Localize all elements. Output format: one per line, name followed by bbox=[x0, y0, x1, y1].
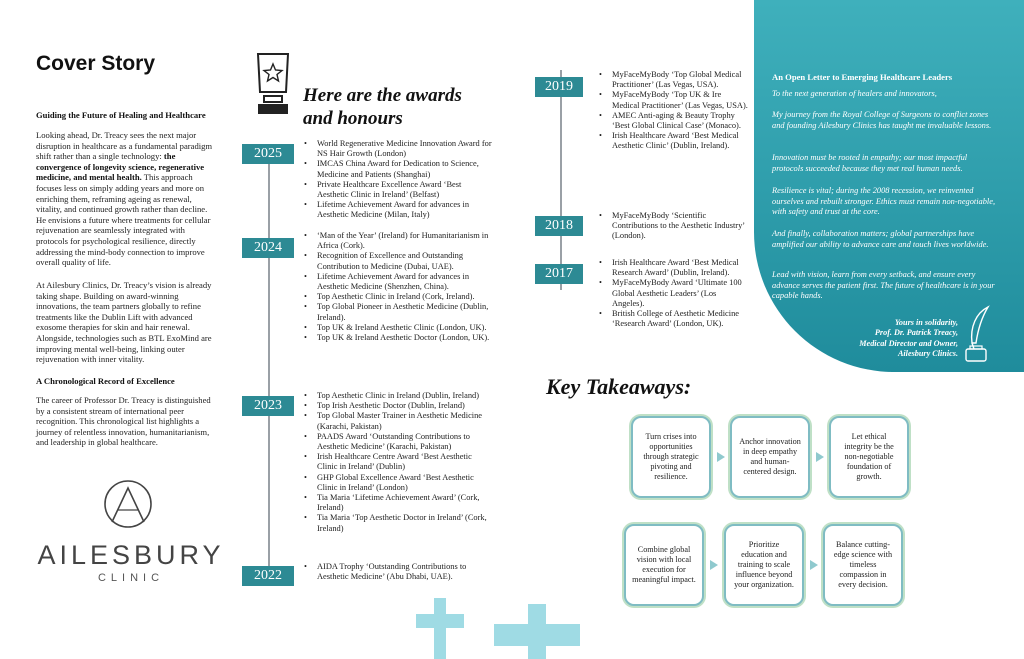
medical-cross-bar bbox=[494, 624, 580, 646]
award-list-2025 bbox=[303, 139, 493, 221]
award-item: • Top Global Master Trainer in Aesthetic Medicine (Karachi, Pakistan) bbox=[303, 411, 493, 431]
section-heading-future: Guiding the Future of Healing and Healthcare bbox=[36, 110, 206, 120]
award-list-2018 bbox=[598, 211, 748, 242]
award-item: • Irish Healthcare Award ‘Best Medical Aesthetic Clinic’ (Dublin, Ireland). bbox=[598, 131, 748, 151]
takeaway-card: Combine global vision with local execution for meaningful impact. bbox=[624, 524, 704, 606]
paragraph-clinics: At Ailesbury Clinics, Dr. Treacy’s vision is already taking shape. Building on award-winning innovations, the team partners globally to refine treatments like the Dublin Lift with advanced exosome therapies for skin and hair renewal. Alongside, technologies such as BTL ExoMind are improving mental well-being, linking outer rejuvenation with inner vitality. bbox=[36, 280, 212, 365]
award-list-2023 bbox=[303, 391, 493, 534]
logo-wordmark: AILESBURY bbox=[37, 540, 225, 570]
award-item: • MyFaceMyBody ‘Scientific Contributions to the Aesthetic Industry’ (London). bbox=[598, 211, 748, 242]
paragraph-vision-part1: Looking ahead, Dr. Treacy sees the next major disruption in healthcare as a fundamental paradigm shift rather than a single technology: bbox=[36, 130, 213, 162]
paragraph-vision bbox=[36, 130, 214, 268]
medical-cross-bar bbox=[416, 614, 464, 628]
signature-line: Prof. Dr. Patrick Treacy, bbox=[874, 328, 958, 338]
key-takeaways-title: Key Takeaways: bbox=[546, 374, 692, 399]
awards-title-line1: Here are the awards bbox=[303, 85, 462, 106]
arrow-right-icon bbox=[710, 560, 718, 570]
award-item: • Irish Healthcare Award ‘Best Medical Research Award’ (Dublin, Ireland). bbox=[598, 258, 748, 278]
takeaway-card: Balance cutting-edge science with timeless compassion in every decision. bbox=[823, 524, 903, 606]
timeline-line-secondary bbox=[560, 70, 562, 290]
letter-greeting: To the next generation of healers and innovators, bbox=[772, 89, 937, 98]
trophy-icon bbox=[252, 52, 294, 116]
award-item: • Top UK & Ireland Aesthetic Clinic (London, UK). bbox=[303, 323, 493, 333]
signature-line: Yours in solidarity, bbox=[894, 318, 958, 327]
logo-subtitle: CLINIC bbox=[97, 572, 165, 584]
award-item: • Lifetime Achievement Award for advances in Aesthetic Medicine (Shenzhen, China). bbox=[303, 272, 493, 292]
takeaway-card: Prioritize education and training to scale influence beyond your organization. bbox=[724, 524, 804, 606]
award-list-2022 bbox=[303, 562, 493, 582]
signature-line: Medical Director and Owner, bbox=[859, 338, 958, 348]
awards-title bbox=[303, 84, 462, 130]
takeaway-card: Anchor innovation in deep empathy and human-centered design. bbox=[730, 416, 810, 498]
award-item: • GHP Global Excellence Award ‘Best Aesthetic Clinic in Ireland’ (London) bbox=[303, 473, 493, 493]
award-item: • Irish Healthcare Centre Award ‘Best Aesthetic Clinic in Ireland’ (Dublin) bbox=[303, 452, 493, 472]
medical-cross-icon bbox=[434, 598, 446, 659]
arrow-right-icon bbox=[717, 452, 725, 462]
timeline-line bbox=[268, 150, 270, 580]
award-item: • Private Healthcare Excellence Award ‘Best Aesthetic Clinic in Ireland’ (Belfast) bbox=[303, 180, 493, 200]
award-item: • MyFaceMyBody ‘Top Global Medical Practitioner’ (Las Vegas, USA). bbox=[598, 70, 748, 90]
paragraph-vision-part2: This approach focuses less on simply adding years and more on enriching them, reframing ageing as renewal, vitality, and continued growth rather than decline. He envisions a future where treatments for cellular rejuvenation are seamlessly integrated with protocols for psychological resilience, directly addressing the mind-body connection to improve overall quality of life. bbox=[36, 172, 211, 268]
year-badge-2018: 2018 bbox=[535, 216, 583, 236]
paragraph-vision-bold: the convergence of longevity science, regenerative medicine, and mental health. bbox=[36, 151, 205, 183]
letter-signature bbox=[820, 318, 958, 360]
award-item: • Tia Maria ‘Lifetime Achievement Award’ (Cork, Ireland) bbox=[303, 493, 493, 513]
award-item: • World Regenerative Medicine Innovation Award for NS Hair Growth (London) bbox=[303, 139, 493, 159]
year-badge-2023: 2023 bbox=[242, 396, 294, 416]
award-list-2019 bbox=[598, 70, 748, 152]
year-badge-2022: 2022 bbox=[242, 566, 294, 586]
award-list-2024 bbox=[303, 231, 493, 343]
cover-title: Cover Story bbox=[36, 52, 156, 75]
year-badge-2019: 2019 bbox=[535, 77, 583, 97]
takeaway-card: Let ethical integrity be the non-negotiable foundation of growth. bbox=[829, 416, 909, 498]
award-item: • AMEC Anti-aging & Beauty Trophy ‘Best Global Clinical Case’ (Monaco). bbox=[598, 111, 748, 131]
award-item: • Top Aesthetic Clinic in Ireland (Dublin, Ireland) bbox=[303, 391, 493, 401]
award-item: • Tia Maria ‘Top Aesthetic Doctor in Ireland’ (Cork, Ireland) bbox=[303, 513, 493, 533]
award-item: • PAADS Award ‘Outstanding Contributions to Aesthetic Medicine’ (Karachi, Pakistan) bbox=[303, 432, 493, 452]
arrow-right-icon bbox=[816, 452, 824, 462]
letter-paragraph: Lead with vision, learn from every setback, and ensure every advance serves the patient first. The future of healthcare is in your capable hands. bbox=[772, 270, 995, 301]
arrow-right-icon bbox=[810, 560, 818, 570]
award-item: • Top Aesthetic Clinic in Ireland (Cork, Ireland). bbox=[303, 292, 493, 302]
takeaway-card: Turn crises into opportunities through strategic pivoting and resilience. bbox=[631, 416, 711, 498]
award-item: • Top UK & Ireland Aesthetic Doctor (London, UK). bbox=[303, 333, 493, 343]
paragraph-career: The career of Professor Dr. Treacy is distinguished by a consistent stream of international peer recognition. This chronological list highlights a journey of relentless innovation, humanitarianism, and leadership in global healthcare. bbox=[36, 395, 211, 448]
ailesbury-logo-mark-icon bbox=[102, 478, 154, 538]
letter-heading: An Open Letter to Emerging Healthcare Leaders bbox=[772, 72, 953, 82]
awards-title-line2: and honours bbox=[303, 108, 403, 129]
year-badge-2017: 2017 bbox=[535, 264, 583, 284]
year-badge-2024: 2024 bbox=[242, 238, 294, 258]
award-item: • Recognition of Excellence and Outstanding Contribution to Medicine (Dubai, UAE). bbox=[303, 251, 493, 271]
section-heading-record: A Chronological Record of Excellence bbox=[36, 376, 175, 386]
award-item: • Top Global Pioneer in Aesthetic Medicine (Dublin, Ireland). bbox=[303, 302, 493, 322]
award-item: • MyFaceMyBody ‘Top UK & Ire Medical Practitioner’ (Las Vegas, USA). bbox=[598, 90, 748, 110]
year-badge-2025: 2025 bbox=[242, 144, 294, 164]
letter-paragraph: My journey from the Royal College of Surgeons to conflict zones and founding Ailesbury Clinics has taught me invaluable lessons. bbox=[772, 110, 992, 130]
award-item: • Lifetime Achievement Award for advances in Aesthetic Medicine (Milan, Italy) bbox=[303, 200, 493, 220]
award-item: • MyFaceMyBody Award ‘Ultimate 100 Global Aesthetic Leaders’ (Los Angeles). bbox=[598, 278, 748, 309]
award-item: • IMCAS China Award for Dedication to Science, Medicine and Patients (Shanghai) bbox=[303, 159, 493, 179]
quill-inkpot-icon bbox=[962, 305, 992, 363]
award-item: • ‘Man of the Year’ (Ireland) for Humanitarianism in Africa (Cork). bbox=[303, 231, 493, 251]
letter-paragraph: Innovation must be rooted in empathy; our most impactful protocols succeeded because they met real human needs. bbox=[772, 153, 968, 173]
award-list-2017 bbox=[598, 258, 748, 329]
award-item: • British College of Aesthetic Medicine ‘Research Award’ (London, UK). bbox=[598, 309, 748, 329]
letter-paragraph: Resilience is vital; during the 2008 recession, we reinvented ourselves and rebuilt stronger. Ethics must remain non-negotiable, with safety and trust at the core. bbox=[772, 186, 996, 217]
award-item: • AIDA Trophy ‘Outstanding Contributions to Aesthetic Medicine’ (Abu Dhabi, UAE). bbox=[303, 562, 493, 582]
letter-paragraph: And finally, collaboration matters; global partnerships have amplified our ability to advance care and touch lives worldwide. bbox=[772, 229, 989, 249]
signature-line: Ailesbury Clinics. bbox=[897, 349, 958, 359]
award-item: • Top Irish Aesthetic Doctor (Dublin, Ireland) bbox=[303, 401, 493, 411]
